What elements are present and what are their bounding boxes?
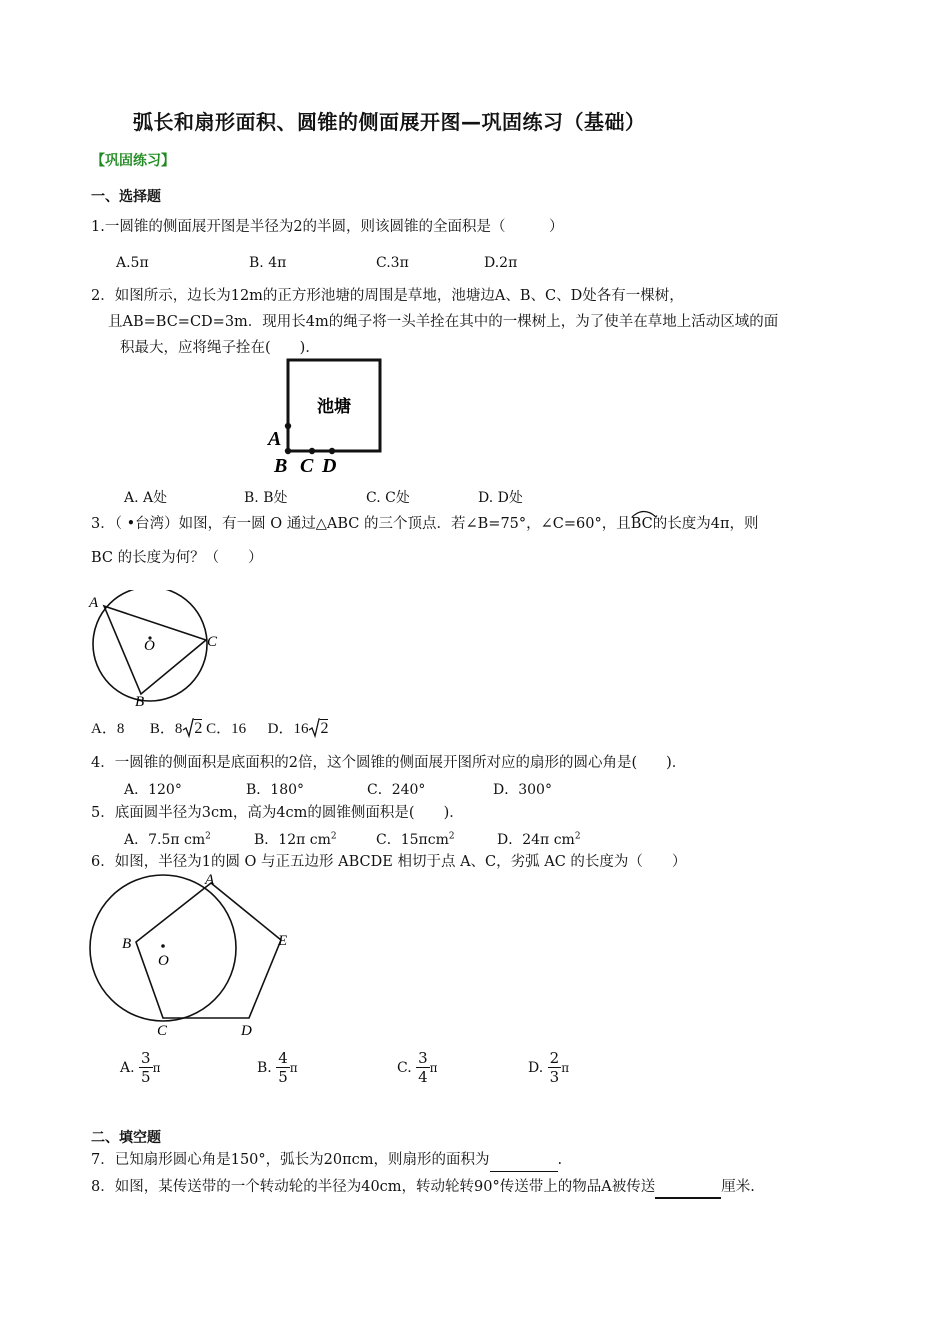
fraction: $\frac{4}{5}$ (278, 1049, 288, 1086)
section-tag: 【巩固练习】 (91, 153, 175, 169)
q3-option-c: C．16 (206, 721, 247, 737)
q6-option-c: C. $\frac{3}{4}$ π (397, 1049, 438, 1086)
q1-option-c: C.3π (376, 255, 409, 271)
arc-bc: BC (631, 510, 653, 536)
point-b (285, 448, 291, 454)
q5-option-c: C．15πcm$^2$ (376, 831, 455, 848)
answer-blank[interactable] (490, 1157, 558, 1172)
label-d: D (322, 455, 337, 477)
q5-option-a: A．7.5π $cm^2$ (124, 831, 211, 848)
q4-option-b: B．180° (246, 782, 305, 798)
q4-option-a: A．120° (124, 782, 182, 798)
answer-blank[interactable] (655, 1183, 721, 1199)
center-o (161, 944, 165, 948)
q4-option-c: C．240° (367, 782, 426, 798)
q6-option-a: A. $\frac{3}{5}$ π (120, 1049, 161, 1086)
label-c: C (157, 1023, 168, 1039)
pond-figure (262, 355, 392, 480)
label-e: E (278, 933, 288, 949)
question-2-line-2: 且AB=BC=CD=3m．现用长4m的绳子将一头羊拴在其中的一棵树上，为了使羊在草地上活动区域的面 (108, 314, 779, 330)
question-3-line-1 (91, 510, 759, 536)
fraction: $\frac{3}{4}$ (418, 1049, 428, 1086)
label-b: B (274, 455, 288, 477)
question-5: 5．底面圆半径为3cm，高为4cm的圆锥侧面积是( )． (91, 805, 464, 821)
part2-heading: 二、填空题 (91, 1130, 161, 1146)
pentagon-figure (86, 868, 301, 1043)
point-c (309, 448, 315, 454)
q5-option-b: B．12π $cm^2$ (254, 831, 337, 848)
q1-option-a: A.5π (116, 255, 149, 271)
q3-options (91, 717, 328, 738)
label-a: A (268, 428, 282, 450)
q6-option-b: B. $\frac{4}{5}$ π (257, 1049, 298, 1086)
fraction: $\frac{3}{5}$ (141, 1049, 151, 1086)
triangle-abc (104, 606, 206, 694)
q4-option-d: D．300° (493, 782, 552, 798)
q2-option-c: C. C处 (366, 490, 410, 506)
point-d (329, 448, 335, 454)
part1-heading: 一、选择题 (91, 189, 161, 205)
pentagon-abcde (136, 883, 281, 1018)
question-2-line-3: 积最大，应将绳子拴在( )． (120, 340, 320, 356)
q3-option-d: D．16 2 (267, 720, 329, 737)
label-d: D (241, 1023, 252, 1039)
q1-option-d: D.2π (484, 255, 518, 271)
q3-option-a: A．8 (91, 721, 125, 737)
q3-text-a: 3．（ •台湾）如图，有一圆 O 通过△ABC 的三个顶点．若∠B=75°，∠C=60°，且 (91, 516, 631, 532)
label-c: C (207, 634, 218, 650)
page-title: 弧长和扇形面积、圆锥的侧面展开图—巩固练习（基础） (133, 110, 646, 134)
question-2-line-1: 2．如图所示，边长为12m的正方形池塘的周围是草地，池塘边A、B、C、D处各有一棵树， (91, 288, 684, 304)
question-7: 7．已知扇形圆心角是150°，弧长为20πcm，则扇形的面积为 . (91, 1150, 562, 1172)
q2-option-a: A. A处 (124, 490, 168, 506)
label-a: A (205, 872, 215, 888)
circle-o (90, 875, 236, 1021)
label-c: C (300, 455, 314, 477)
question-6: 6．如图，半径为1的圆 O 与正五边形 ABCDE 相切于点 A、C，劣弧 AC 的长度为（ ） (91, 854, 687, 870)
q3-option-b: B．8 2 (149, 720, 203, 737)
label-a: A (89, 595, 99, 611)
fraction: $\frac{2}{3}$ (549, 1049, 560, 1086)
q5-option-d: D．24π $cm^2$ (497, 831, 581, 848)
label-b: B (122, 936, 132, 952)
question-3-line-2: BC 的长度为何？（ ） (91, 550, 263, 566)
circle-triangle-figure (86, 590, 226, 710)
label-b: B (135, 694, 145, 710)
question-8: 8．如图，某传送带的一个转动轮的半径为40cm，转动轮转90°传送带上的物品A被传送 厘米. (91, 1177, 755, 1199)
question-4: 4．一圆锥的侧面积是底面积的2倍，这个圆锥的侧面展开图所对应的扇形的圆心角是( )． (91, 755, 687, 771)
q6-option-d: D. $\frac{2}{3}$ π (528, 1049, 570, 1086)
q1-option-b: B. 4π (249, 255, 287, 271)
pond-label: 池塘 (317, 397, 351, 417)
q2-option-d: D. D处 (478, 490, 523, 506)
question-1: 1.一圆锥的侧面展开图是半径为2的半圆，则该圆锥的全面积是（ ） (91, 219, 564, 235)
sqrt-icon: 2 (182, 718, 202, 738)
label-o: O (158, 953, 169, 969)
point-a (285, 423, 291, 429)
q3-text-b: 的长度为4π，则 (652, 516, 759, 532)
arc-mark-icon (630, 508, 658, 518)
q2-option-b: B. B处 (244, 490, 288, 506)
sqrt-icon: 2 (308, 718, 328, 738)
label-o: O (144, 638, 155, 654)
